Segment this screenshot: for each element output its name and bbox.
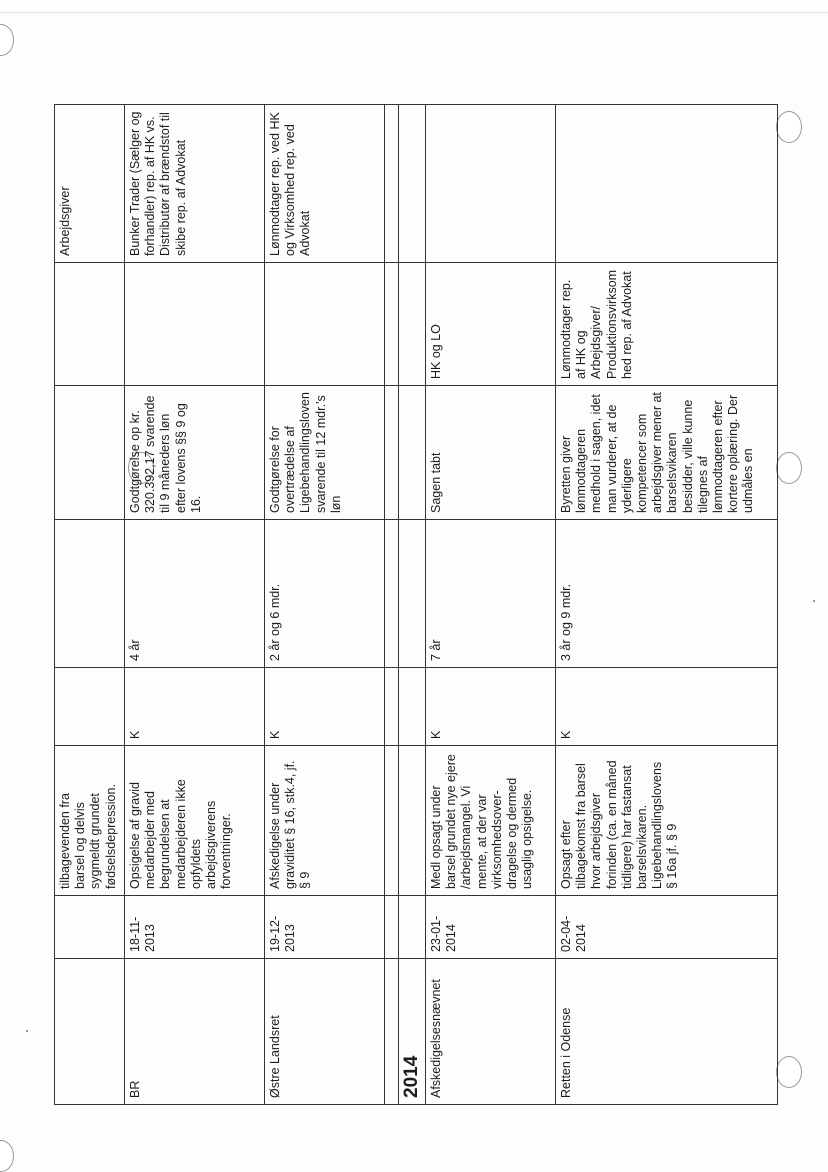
table-row [55, 105, 125, 1105]
date-cell: 23-01-2014 [426, 896, 556, 959]
spacer-cell [399, 520, 426, 668]
description-cell: Opsigelse af gravid medarbejder med begrundelsen at medarbejderen ikke opfyldets arbejdsgiverens forventninger. [125, 746, 265, 896]
gender-cell: K [426, 668, 556, 746]
rotated-table-page [54, 105, 774, 1105]
outcome-cell: Godtgørelse op kr. 320.392,17 svarende til 9 måneders løn efter lovens §§ 9 og 16. [125, 386, 265, 520]
spacer-cell [399, 386, 426, 520]
spacer-cell [399, 105, 426, 263]
spacer-cell [385, 668, 399, 746]
spacer-cell [385, 896, 399, 959]
scan-speck [813, 600, 815, 602]
spacer-cell [385, 746, 399, 896]
representation-cell: Lønmodtager rep. ved HK og Virksomhed rep. ved Advokat [265, 105, 385, 263]
outcome-cell [556, 386, 778, 520]
tenure-cell: 3 år og 9 mdr. [556, 520, 778, 668]
representation-cell: Bunker Trader (Sælger og forhandler) rep. af HK vs. Distributør af brændstof til skibe rep. af Advokat [125, 105, 265, 263]
scan-speck [26, 1030, 28, 1032]
court-cell: BR [125, 959, 265, 1105]
court-cell: Afskedigelsesnævnet [426, 959, 556, 1105]
tenure-cell: 2 år og 6 mdr. [265, 520, 385, 668]
case-table [54, 104, 778, 1105]
binder-hole-top [776, 111, 802, 143]
outcome-text: Byretten giver lønmodtageren medhold i sagen, idet man vurderer, at de yderligere kompetencer som arbejdsgiver mener at barselsvikaren besidder, ville kunne tilegnes af lønmodtageren efter kortere oplæring. Der udmåles en [559, 392, 756, 513]
tenure-cell: 4 år [125, 520, 265, 668]
spacer-cell [399, 896, 426, 959]
cell-text: tilbagevenden fra [58, 793, 72, 889]
table-row [426, 105, 556, 1105]
binder-hole-left-bottom [0, 1140, 14, 1172]
table-cell [55, 668, 125, 746]
description-cell: Medl opsagt under barsel grundet nye ejere /arbejdsmangel. Vi mente, at der var virksomhedsover-dragelse og dermed usaglig opsigelse. [426, 746, 556, 896]
table-row [385, 105, 399, 1105]
scan-edge-line [0, 12, 828, 13]
cell-text: sygmeldt grundet [88, 793, 103, 889]
table-row [556, 105, 778, 1105]
table-cell [55, 896, 125, 959]
spacer-cell [385, 263, 399, 386]
gender-cell: K [125, 668, 265, 746]
spacer-cell [399, 746, 426, 896]
court-cell: Østre Landsret [265, 959, 385, 1105]
table-cell [55, 746, 125, 896]
spacer-cell [385, 105, 399, 263]
column-header-role: Arbejdsgiver [55, 105, 125, 263]
table-cell [55, 386, 125, 520]
cell-text: fødselsdepression. [103, 784, 118, 889]
tenure-cell: 7 år [426, 520, 556, 668]
date-cell: 18-11-2013 [125, 896, 265, 959]
cell-text: barsel og delvis [73, 802, 88, 889]
gender-cell: K [556, 668, 778, 746]
date-cell: 02-04-2014 [556, 896, 778, 959]
table-cell [55, 520, 125, 668]
description-cell: Opsagt efter tilbagekomst fra barsel hvor arbejdsgiver forinden (ca. en måned tidligere) har fastansat barselsvikaren. Ligebehandlingslovens § 16a jf. § 9 [556, 746, 778, 896]
spacer-cell [385, 959, 399, 1105]
court-cell: Retten i Odense [556, 959, 778, 1105]
table-row [125, 105, 265, 1105]
outcome-cell: Godtgørelse for overtrædelse af Ligebehandlingsloven svarende til 12 mdr.'s løn [265, 386, 385, 520]
table-cell [55, 959, 125, 1105]
representation-cell [426, 105, 556, 263]
binder-hole-bottom [776, 1056, 802, 1088]
parties-cell [265, 263, 385, 386]
parties-cell [125, 263, 265, 386]
year-heading: 2014 [399, 959, 426, 1105]
table-row [265, 105, 385, 1105]
spacer-cell [385, 386, 399, 520]
spacer-cell [399, 668, 426, 746]
description-cell: Afskedigelse under graviditet § 16, stk.4, jf. § 9 [265, 746, 385, 896]
table-cell [55, 263, 125, 386]
binder-hole-left-top [0, 24, 14, 56]
spacer-cell [385, 520, 399, 668]
binder-hole-middle [776, 452, 802, 484]
representation-cell [556, 105, 778, 263]
parties-cell: HK og LO [426, 263, 556, 386]
spacer-cell [399, 263, 426, 386]
table-row [399, 105, 426, 1105]
date-cell: 19-12-2013 [265, 896, 385, 959]
outcome-cell: Sagen tabt [426, 386, 556, 520]
parties-cell: Lønmodtager rep. af HK og Arbejdsgiver/ Produktionsvirksomhed rep. af Advokat [556, 263, 778, 386]
gender-cell: K [265, 668, 385, 746]
